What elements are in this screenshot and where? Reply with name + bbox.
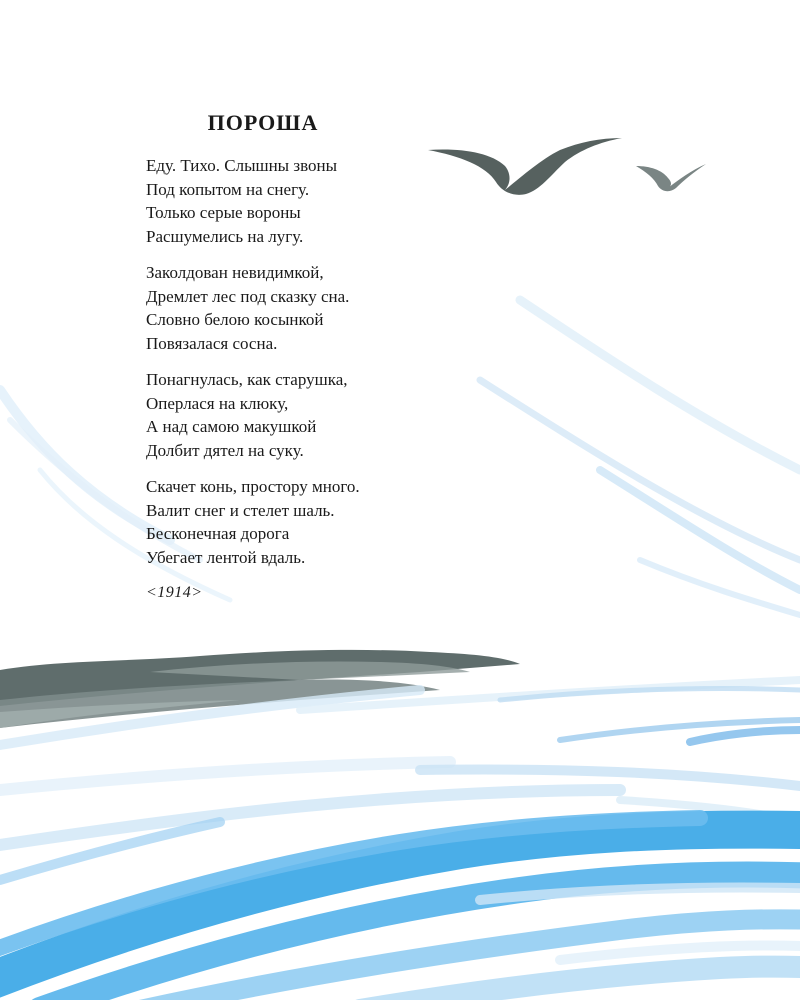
poem-line: Скачет конь, простору много.	[146, 477, 360, 496]
poem-line: Повязалася сосна.	[146, 333, 278, 353]
poem-line: Заколдован невидимкой,	[146, 263, 324, 282]
poem-line: Еду. Тихо. Слышны звоны	[146, 156, 337, 175]
stanza	[146, 261, 476, 355]
stanza	[146, 475, 476, 569]
poem-line: А над самою макушкой	[146, 417, 317, 436]
poem-title: ПОРОША	[207, 110, 319, 135]
poem-line: Дремлет лес под сказку сна.	[146, 286, 350, 306]
poem-line: Понагнулась, как старушка,	[146, 370, 348, 389]
poem-line: Под копытом на снегу.	[146, 179, 310, 199]
poem	[146, 108, 476, 604]
stanza	[146, 154, 476, 248]
bird-icon	[636, 164, 706, 191]
poem-line: Убегает лентой вдаль.	[146, 547, 306, 567]
poem-line: Расшумелись на лугу.	[146, 226, 304, 246]
poem-line: Бесконечная дорога	[146, 524, 290, 543]
stanza	[146, 368, 476, 462]
poem-line: Валит снег и стелет шаль.	[146, 500, 335, 520]
poem-date: <1914>	[146, 584, 203, 601]
poem-line: Долбит дятел на суку.	[146, 440, 304, 460]
road-strokes	[0, 818, 800, 1000]
poem-line: Словно белою косынкой	[146, 310, 324, 329]
distant-hills	[0, 650, 520, 728]
poem-line: Только серые вороны	[146, 203, 301, 222]
poem-line: Оперлася на клюку,	[146, 393, 289, 413]
